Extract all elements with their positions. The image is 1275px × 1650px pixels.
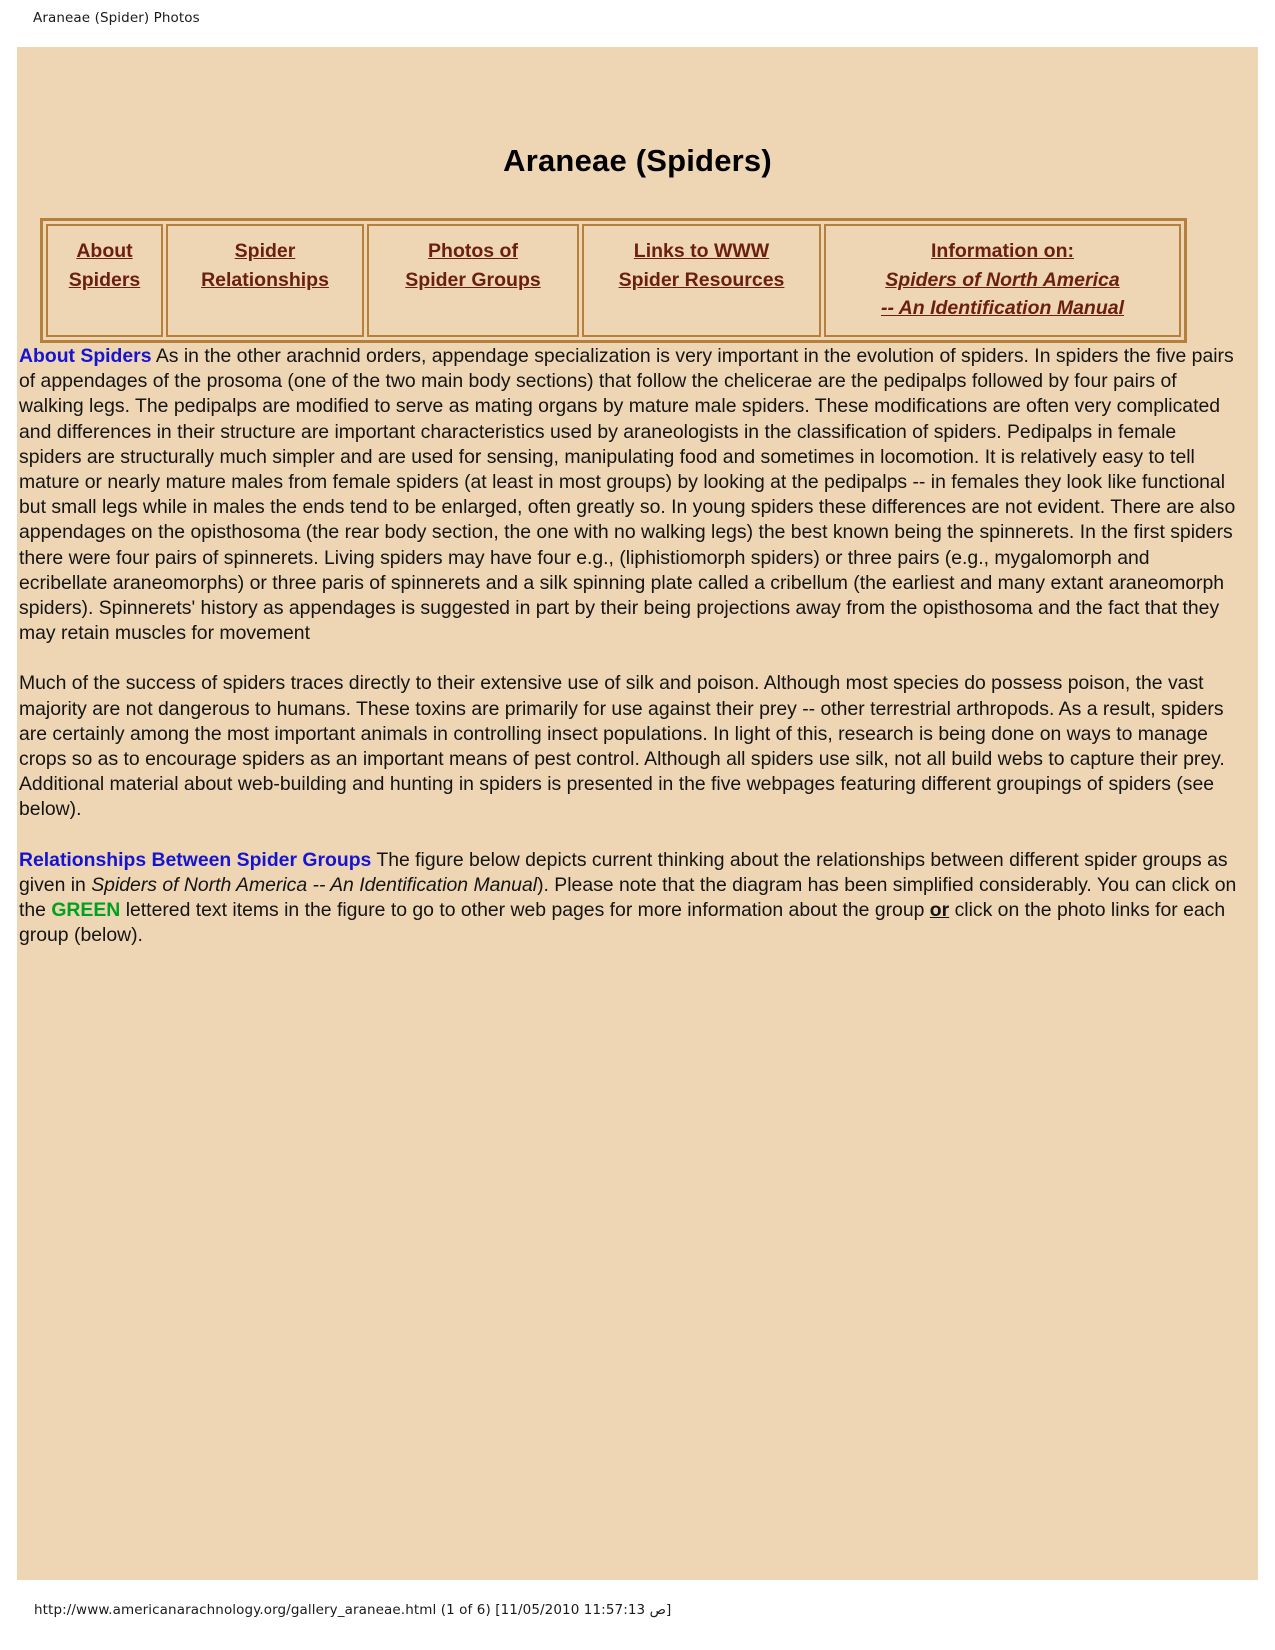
paragraph-about-spiders-text: As in the other arachnid orders, appendage specialization is very important in the evolution of spiders. In spiders the five pairs of appendages of the prosoma (one of the two main body sections) that follow the chelicerae are the pedipalps followed by four pairs of walking legs. The pedipalps are modified to serve as mating organs by mature male spiders. These modifications are often very complicated and differences in their structure are important characteristics used by araneologists in the classification of spiders. Pedipalps in female spiders are structurally much simpler and are used for sensing, manipulating food and sometimes in locomotion. It is relatively easy to tell mature or nearly mature males from female spiders (at least in most groups) by looking at the pedipalps -- in females they look like functional but small legs while in males the ends tend to be enlarged, often greatly so. In young spiders these differences are not evident. There are also appendages on the opisthosoma (the rear body section, the one with no walking legs) the best known being the spinnerets. In the first spiders there were four pairs of spinnerets. Living spiders may have four e.g., (liphistiomorph spiders) or three pairs (e.g., mygalomorph and ecribellate araneomorphs) or three paris of spinnerets and a silk spinning plate called a cribellum (the earliest and many extant araneomorph spiders). Spinnerets' history as appendages is suggested in part by their being projections away from the opisthosoma and the fact that they may retain muscles for movement: [19, 345, 1236, 645]
nav-item-label-line: Spiders of North America: [885, 268, 1120, 291]
green-keyword: GREEN: [51, 899, 121, 922]
paragraph-spider-success-text: Much of the success of spiders traces directly to their extensive use of silk and poison. Although most species do possess poison, the vast majority are not dangerous to humans. These toxins are primarily for use against their prey -- other terrestrial arthropods. As a result, spiders are certainly among the most important animals in controlling insect populations. In light of this, research is being done on ways to manage crops so as to encourage spiders as an important means of pest control. Although all spiders use silk, not all build webs to capture their prey. Additional material about web-building and hunting in spiders is presented in the five webpages featuring different groupings of spiders (see below).: [19, 672, 1225, 821]
document-footer-strip: [0, 1580, 1275, 1650]
relationships-text-seg3: lettered text items in the figure to go to other web pages for more information about the group: [120, 899, 930, 922]
nav-item-label-line: Spiders: [68, 268, 141, 291]
nav-item-photos-of-spider-groups[interactable]: [367, 224, 579, 337]
article-content: [17, 344, 1258, 948]
nav-item-information-on-spiders-of-north-america[interactable]: [824, 224, 1181, 337]
nav-item-label-line: Photos of: [428, 240, 518, 262]
nav-item-label-line: Spider: [234, 240, 296, 262]
nav-item-label-line: Spider Groups: [405, 268, 541, 291]
book-title-italic: Spiders of North America -- An Identification Manual: [91, 873, 538, 896]
navigation-bar: [40, 218, 1187, 343]
nav-item-label-line: Information on:: [931, 240, 1074, 262]
nav-item-label-line: -- An Identification Manual: [880, 297, 1125, 320]
nav-item-about-spiders[interactable]: [46, 224, 163, 337]
nav-item-spider-relationships[interactable]: [166, 224, 364, 337]
paragraph-spider-success: [19, 671, 1240, 822]
document-footer-url: http://www.americanarachnology.org/gallery_araneae.html (1 of 6) [11/05/2010 11:57:13 ص]: [34, 1602, 672, 1618]
web-page-body: [17, 47, 1258, 1580]
paragraph-about-spiders: [19, 344, 1240, 646]
nav-item-links-to-www-spider-resources[interactable]: [582, 224, 821, 337]
document-header-title: Araneae (Spider) Photos: [33, 10, 200, 26]
or-emphasis: or: [929, 899, 950, 922]
nav-item-label-line: Spider Resources: [618, 268, 785, 291]
page-title: Araneae (Spiders): [503, 143, 772, 178]
relationships-text-seg4: click on the photo links for each group (below).: [19, 899, 1226, 947]
about-spiders-link[interactable]: About Spiders: [19, 345, 152, 367]
document-header-strip: [0, 0, 1275, 47]
nav-item-label-line: About: [76, 240, 133, 262]
nav-item-label-line: Relationships: [201, 268, 329, 291]
relationships-text-seg1: The figure below depicts current thinking about the relationships between different spider groups as given in: [19, 848, 1228, 896]
relationships-link[interactable]: Relationships Between Spider Groups: [19, 848, 372, 871]
nav-item-label-line: Links to WWW: [633, 240, 770, 262]
relationships-text-seg2: ). Please note that the diagram has been simplified considerably. You can click on the: [19, 873, 1237, 922]
paragraph-relationships: [19, 848, 1240, 949]
